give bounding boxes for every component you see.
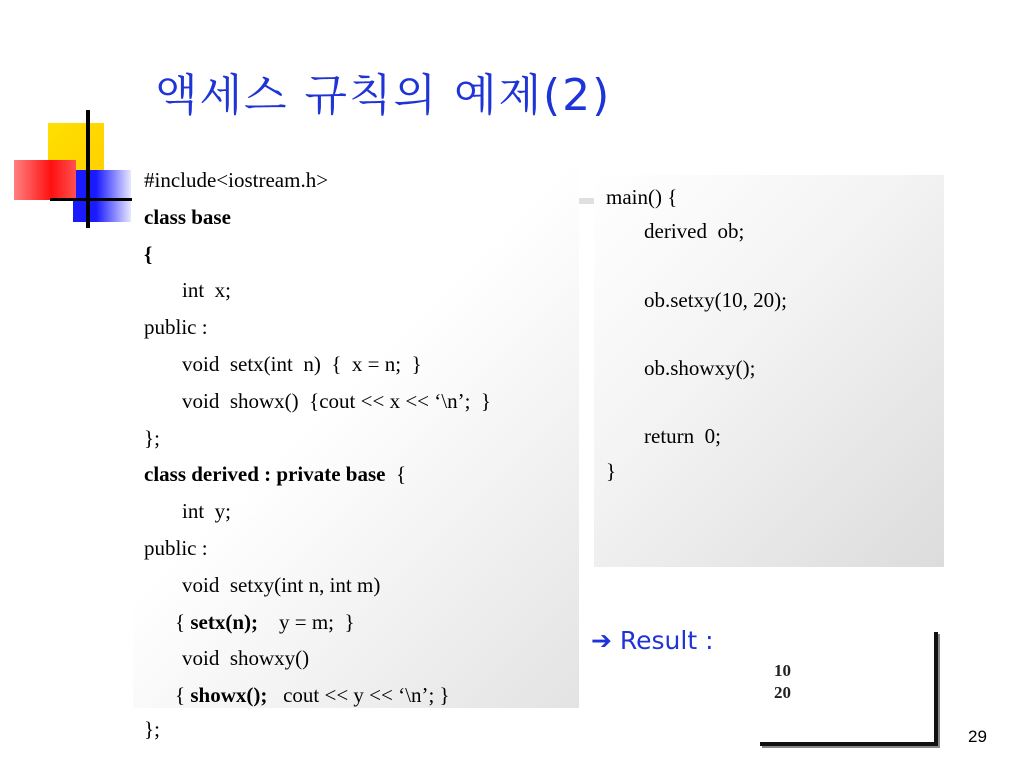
code-line (606, 317, 944, 351)
code-line: ob.showxy(); (644, 355, 756, 380)
code-text: { (175, 683, 191, 708)
code-line: } (606, 458, 617, 483)
logo-horizontal-line (50, 198, 132, 201)
logo-vertical-line (86, 110, 90, 228)
code-emphasis: setx(n); (190, 609, 258, 634)
code-line: void setx(int n) { x = n; } (182, 351, 422, 376)
code-line: #include<iostream.h> (144, 168, 329, 192)
code-line: void setxy(int n, int m) (182, 572, 381, 597)
code-line: }; (144, 717, 160, 741)
code-line: public : (144, 315, 208, 340)
code-line: int y; (182, 499, 232, 524)
logo-red-square (14, 160, 76, 200)
code-emphasis: class derived : private base (144, 462, 386, 487)
result-output-line: 10 (774, 661, 791, 680)
code-block-classes (133, 153, 579, 708)
code-line: void showx() {cout << x << ‘\n’; } (182, 388, 492, 413)
code-line: int x; (182, 278, 232, 303)
code-line: return 0; (644, 424, 721, 449)
code-text: cout << y << ‘\n’; } (267, 683, 450, 708)
code-line: void showxy() (182, 646, 310, 671)
code-line: ob.setxy(10, 20); (644, 287, 787, 312)
page-number: 29 (968, 727, 987, 746)
connector-line (578, 198, 594, 204)
code-line (606, 385, 944, 419)
code-emphasis: showx(); (190, 683, 268, 708)
code-line: main() { (606, 185, 678, 209)
result-output-box (760, 632, 938, 746)
code-text: { (385, 462, 407, 487)
code-line: class base (144, 204, 231, 229)
code-line (606, 248, 944, 282)
code-block-main (594, 175, 944, 567)
result-output-line: 20 (774, 683, 791, 702)
code-line: derived ob; (644, 219, 745, 244)
code-line (144, 456, 579, 493)
code-line (144, 677, 579, 714)
code-line (144, 604, 579, 641)
result-label: ➔ Result : (591, 626, 714, 655)
code-line: { (144, 241, 153, 266)
code-text: { (175, 609, 191, 634)
code-line: public : (144, 535, 208, 560)
code-line: }; (144, 425, 160, 450)
logo-blue-square (73, 170, 131, 222)
slide-title: 액세스 규칙의 예제(2) (155, 70, 612, 121)
code-text: y = m; } (258, 609, 355, 634)
